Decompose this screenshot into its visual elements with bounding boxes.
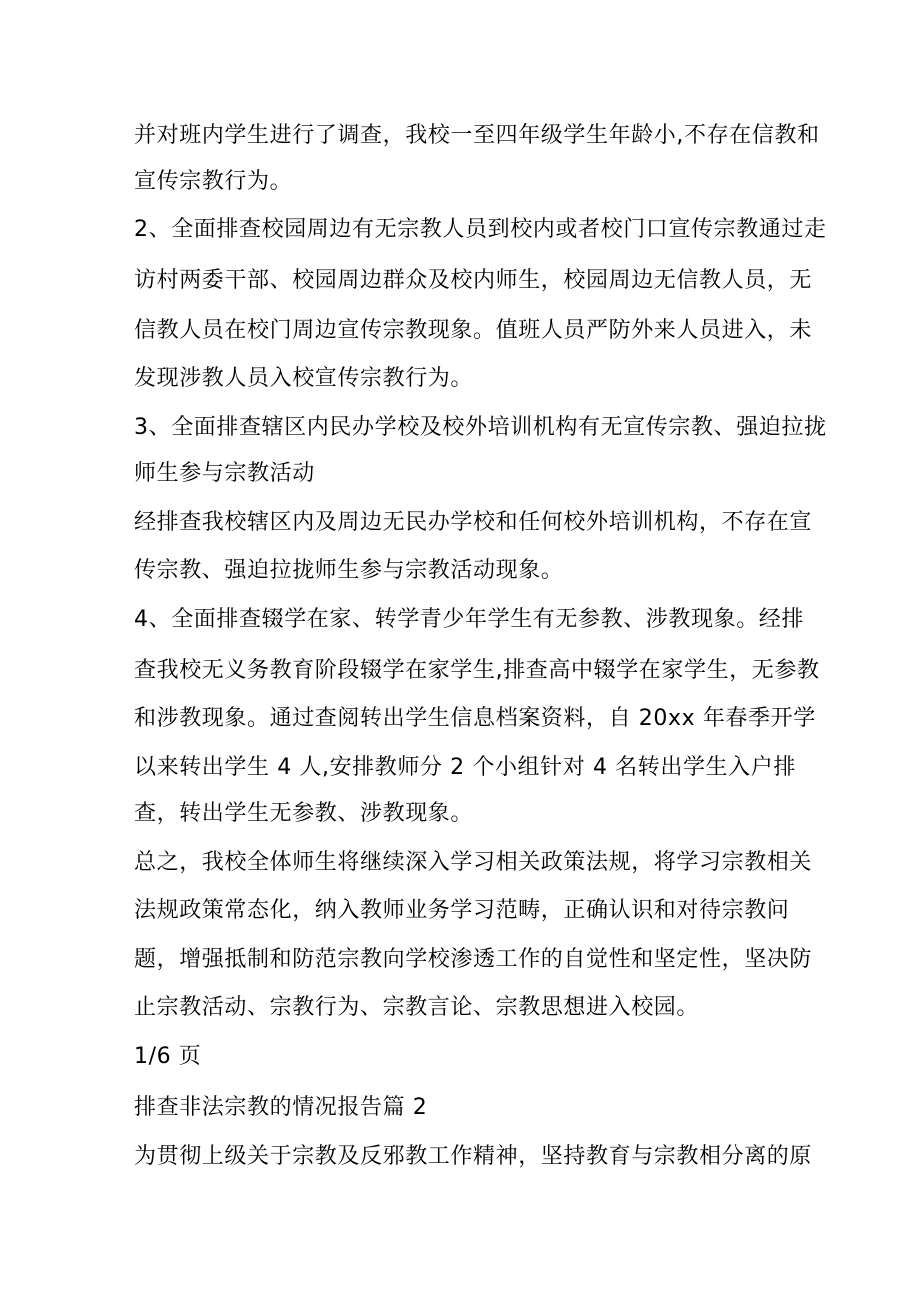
text-line: 传宗教、强迫拉拢师生参与宗教活动现象。 xyxy=(134,558,564,583)
text-line: 法规政策常态化，纳入教师业务学习范畴，正确认识和对待宗教问 xyxy=(134,898,790,923)
text-line: 师生参与宗教活动 xyxy=(134,461,315,486)
text-line: 信教人员在校门周边宣传宗教现象。值班人员严防外来人员进入，未 xyxy=(134,318,813,343)
text-line: 以来转出学生 4 人,安排教师分 2 个小组针对 4 名转出学生入户排 xyxy=(134,755,796,780)
text-line: 总之，我校全体师生将继续深入学习相关政策法规，将学习宗教相关 xyxy=(134,850,813,875)
section-heading: 排查非法宗教的情况报告篇 2 xyxy=(134,1095,428,1120)
text-line: 止宗教活动、宗教行为、宗教言论、宗教思想进入校园。 xyxy=(134,995,700,1020)
text-line: 3、全面排查辖区内民办学校及校外培训机构有无宣传宗教、强迫拉拢 xyxy=(134,415,827,440)
text-line: 并对班内学生进行了调查，我校一至四年级学生年龄小,不存在信教和 xyxy=(134,123,820,148)
text-line: 查，转出学生无参教、涉教现象。 xyxy=(134,801,474,826)
text-line: 为贯彻上级关于宗教及反邪教工作精神，坚持教育与宗教相分离的原 xyxy=(134,1144,813,1169)
text-line: 经排查我校辖区内及周边无民办学校和任何校外培训机构，不存在宣 xyxy=(134,510,813,535)
text-line: 访村两委干部、校园周边群众及校内师生，校园周边无信教人员，无 xyxy=(134,268,813,293)
text-line: 2、全面排查校园周边有无宗教人员到校内或者校门口宣传宗教通过走 xyxy=(134,217,827,242)
text-line: 4、全面排查辍学在家、转学青少年学生有无参教、涉教现象。经排 xyxy=(134,607,804,632)
text-line: 查我校无义务教育阶段辍学在家学生,排查高中辍学在家学生，无参教 xyxy=(134,658,820,683)
text-line: 发现涉教人员入校宣传宗教行为。 xyxy=(134,366,474,391)
text-line: 宣传宗教行为。 xyxy=(134,169,293,194)
page-number: 1/6 页 xyxy=(134,1044,202,1069)
text-line: 题，增强抵制和防范宗教向学校渗透工作的自觉性和坚定性，坚决防 xyxy=(134,947,813,972)
text-line: 和涉教现象。通过查阅转出学生信息档案资料，自 20xx 年春季开学 xyxy=(134,706,816,731)
